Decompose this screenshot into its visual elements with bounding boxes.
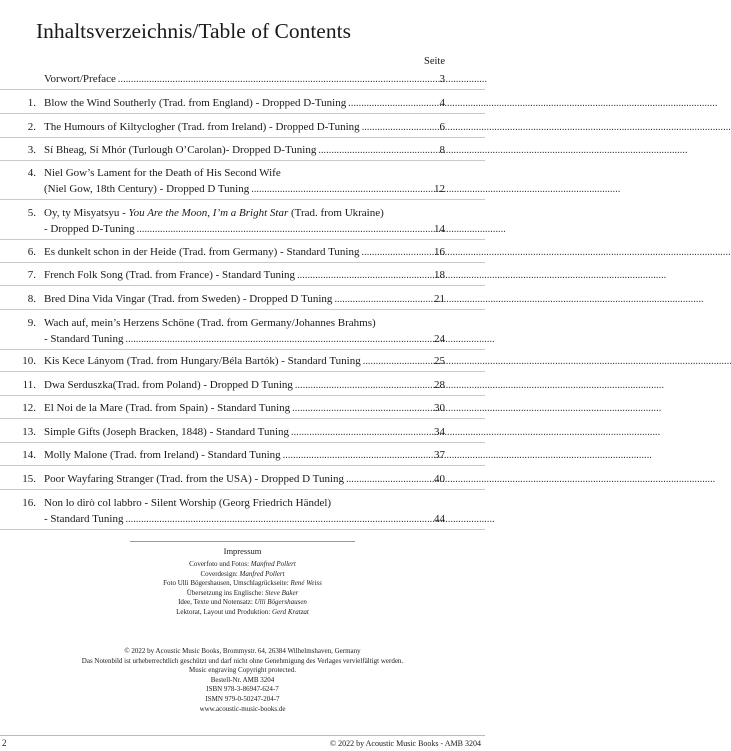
dot-leader — [292, 401, 660, 416]
toc-entry-number: 9. — [27, 317, 36, 329]
toc-entry-page-number: 12 — [434, 183, 445, 195]
toc-entry-number: 6. — [27, 246, 36, 258]
impressum-heading: Impressum — [223, 546, 262, 556]
toc-entry-page-number: 18 — [434, 269, 445, 281]
toc-entry-title-line — [44, 354, 428, 369]
toc-entry-number: 1. — [27, 97, 36, 109]
toc-entry-title: Bred Dina Vida Vingar (Trad. from Sweden) - Dropped D Tuning — [44, 293, 333, 305]
publisher-website-link[interactable]: www.acoustic-music-books.de — [199, 704, 286, 713]
toc-row-separator — [0, 349, 485, 350]
toc-entry-title: Es dunkelt schon in der Heide (Trad. from Germany) - Standard Tuning — [44, 246, 360, 258]
dot-leader — [362, 245, 730, 260]
credit-label: Übersetzung ins Englische: — [186, 588, 266, 597]
toc-entry-title: Molly Malone (Trad. from Ireland) - Standard Tuning — [44, 449, 281, 461]
toc-entry-title-italic: You Are the Moon, I’m a Bright Star — [128, 207, 289, 219]
toc-row-separator — [0, 89, 485, 90]
toc-entry-title-line — [44, 182, 428, 197]
dot-leader — [348, 96, 716, 111]
toc-entry-number: 12. — [22, 402, 36, 414]
toc-entry-title: - Standard Tuning — [44, 333, 124, 345]
impressum-credit-line — [0, 579, 485, 588]
toc-entry-number: 15. — [22, 473, 36, 485]
toc-entry-title: El Noi de la Mare (Trad. from Spain) - Standard Tuning — [44, 402, 291, 414]
credit-label: Coverfoto und Fotos: — [189, 560, 251, 568]
toc-entry-title: (Niel Gow, 18th Century) - Dropped D Tuning — [44, 183, 250, 195]
credit-value: Ulli Bögershausen — [254, 598, 307, 607]
toc-entry-title: Vorwort/Preface — [44, 73, 116, 85]
toc-entry-number: 8. — [27, 293, 36, 305]
credit-value: René Weiss — [290, 579, 322, 588]
credit-label: Foto Ulli Bögershausen, Umschlagrückseite: — [163, 579, 291, 588]
dot-leader — [334, 292, 702, 307]
toc-row-separator — [0, 418, 485, 419]
dot-leader — [283, 448, 651, 463]
toc-entry-page-number: 34 — [434, 426, 445, 438]
toc-row-separator — [0, 137, 485, 138]
toc-entry-page-number: 28 — [434, 379, 445, 391]
toc-entry-title-line — [44, 96, 428, 111]
toc-entry-page-number: 25 — [434, 355, 445, 367]
toc-entry-number: 5. — [27, 207, 36, 219]
toc-entry-title-line — [44, 120, 428, 135]
toc-entry-page-number: 40 — [434, 473, 445, 485]
toc-entry-number: 7. — [27, 269, 36, 281]
toc-entry-title-part: Oy, ty Misyatsyu - — [44, 207, 129, 219]
impressum-credit-line — [0, 598, 485, 607]
toc-row-separator — [0, 465, 485, 466]
toc-entry-title-line — [44, 72, 428, 87]
dot-leader — [118, 72, 486, 87]
footer-copyright: © 2022 by Acoustic Music Books - AMB 3204 — [330, 739, 481, 748]
toc-entry-number: 4. — [27, 167, 36, 179]
credit-value: Manfred Pollert — [239, 569, 285, 578]
impressum-credit-line — [0, 608, 485, 617]
toc-entry-title-line — [44, 245, 428, 260]
toc-entry-title-line — [44, 292, 428, 307]
toc-entry-title-part: (Trad. from Ukraine) — [288, 207, 384, 219]
toc-entry-page-number: 8 — [439, 144, 445, 156]
toc-entry-title: Simple Gifts (Joseph Bracken, 1848) - Standard Tuning — [44, 426, 290, 438]
toc-entry-title: Blow the Wind Southerly (Trad. from England) - Dropped D-Tuning — [44, 97, 347, 109]
toc-entry-number: 11. — [22, 379, 36, 391]
dot-leader — [362, 120, 730, 135]
toc-entry-title-line — [44, 512, 428, 527]
toc-row-separator — [0, 113, 485, 114]
dot-leader — [318, 143, 686, 158]
toc-entry-title-line: Wach auf, mein’s Herzens Schöne (Trad. from Germany/Johannes Brahms) — [44, 317, 376, 329]
toc-entry-title-line — [44, 332, 428, 347]
page-title: Inhaltsverzeichnis/Table of Contents — [36, 19, 351, 43]
impressum-divider — [130, 541, 355, 542]
toc-row-separator — [0, 262, 485, 263]
toc-entry-title-line: Niel Gow’s Lament for the Death of His Second Wife — [44, 167, 281, 179]
impressum-legal-line: Das Notenbild ist urheberrechtlich geschützt und darf nicht ohne Genehmigung des Verlages vervielfältigt werden. — [81, 656, 404, 665]
page-column-header: Seite — [424, 56, 445, 67]
toc-entry-title-line — [44, 448, 428, 463]
dot-leader — [297, 268, 665, 283]
toc-entry-title-line — [44, 378, 428, 393]
toc-entry-title-line — [44, 268, 428, 283]
toc-entry-page-number: 44 — [434, 513, 445, 525]
impressum-legal-line: ISBN 978-3-86947-624-7 — [206, 685, 279, 694]
impressum-credit-line — [0, 570, 485, 579]
toc-entry-title: The Humours of Kiltyclogher (Trad. from Ireland) - Dropped D-Tuning — [44, 121, 360, 133]
toc-entry-title-line: Non lo dirò col labbro - Silent Worship (Georg Friedrich Händel) — [44, 497, 332, 509]
toc-entry-page-number: 16 — [434, 246, 445, 258]
credit-value: Steve Baker — [265, 588, 299, 597]
dot-leader — [291, 425, 659, 440]
toc-entry-number: 14. — [22, 449, 36, 461]
toc-entry-page-number: 24 — [434, 333, 445, 345]
toc-entry-page-number: 37 — [434, 449, 445, 461]
toc-row-separator — [0, 371, 485, 372]
toc-entry-title: - Dropped D-Tuning — [44, 223, 135, 235]
toc-entry-title-line — [44, 206, 434, 220]
toc-row-separator — [0, 239, 485, 240]
toc-entry-title-line — [44, 472, 428, 487]
dot-leader — [363, 354, 731, 369]
toc-entry-title-line — [44, 401, 428, 416]
toc-entry-number: 3. — [27, 144, 36, 156]
impressum-legal-line: Music engraving Copyright protected. — [189, 666, 296, 675]
impressum-credit-line — [0, 560, 485, 569]
impressum-legal-line: ISMN 979-0-50247-204-7 — [205, 695, 280, 703]
toc-entry-page-number: 14 — [434, 223, 445, 235]
toc-entry-title: French Folk Song (Trad. from France) - Standard Tuning — [44, 269, 296, 281]
toc-row-separator — [0, 285, 485, 286]
toc-entry-number: 2. — [27, 121, 36, 133]
toc-row-separator — [0, 199, 485, 200]
toc-entry-title: Kis Kece Lányom (Trad. from Hungary/Béla Bartók) - Standard Tuning — [44, 355, 361, 367]
page-number: 2 — [2, 738, 7, 748]
page-footer — [0, 735, 485, 751]
toc-row-separator — [0, 309, 485, 310]
toc-entry-title: Sí Bheag, Sí Mhór (Turlough O’Carolan)- Dropped D-Tuning — [44, 144, 317, 156]
toc-entry-page-number: 30 — [434, 402, 445, 414]
toc-entry-title: Dwa Serduszka(Trad. from Poland) - Dropped D Tuning — [44, 379, 293, 391]
credit-label: Lektorat, Layout und Produktion: — [176, 608, 272, 616]
impressum-legal-line: © 2022 by Acoustic Music Books, Brommystr. 64, 26384 Wilhelmshaven, Germany — [124, 647, 361, 655]
impressum-credit-line — [0, 589, 485, 598]
toc-entry-title: - Standard Tuning — [44, 513, 124, 525]
credit-value: Manfred Pollert — [250, 560, 296, 568]
toc-row-separator — [0, 160, 485, 161]
toc-row-separator — [0, 442, 485, 443]
toc-entry-page-number: 4 — [439, 97, 445, 109]
credit-label: Coverdesign: — [200, 569, 240, 578]
credit-value: Gerd Kratzat — [271, 608, 309, 616]
toc-entry-page-number: 21 — [434, 293, 445, 305]
dot-leader — [137, 222, 505, 237]
toc-entry-title-line — [44, 222, 428, 237]
dot-leader — [295, 378, 663, 393]
dot-leader — [346, 472, 714, 487]
toc-row-separator — [0, 489, 485, 490]
toc-entry-number: 16. — [22, 497, 36, 509]
toc-entry-page-number: 6 — [439, 121, 445, 133]
impressum-legal-line: Bestell-Nr. AMB 3204 — [210, 675, 275, 684]
toc-entry-title-line — [44, 143, 428, 158]
toc-row-separator — [0, 529, 485, 530]
toc-entry-page-number: 3 — [439, 73, 445, 85]
toc-entry-number: 10. — [22, 355, 36, 367]
toc-entry-title: Poor Wayfaring Stranger (Trad. from the USA) - Dropped D Tuning — [44, 473, 345, 485]
toc-entry-number: 13. — [22, 426, 36, 438]
toc-row-separator — [0, 395, 485, 396]
credit-label: Idee, Texte und Notensatz: — [178, 598, 255, 607]
toc-entry-title-line — [44, 425, 428, 440]
